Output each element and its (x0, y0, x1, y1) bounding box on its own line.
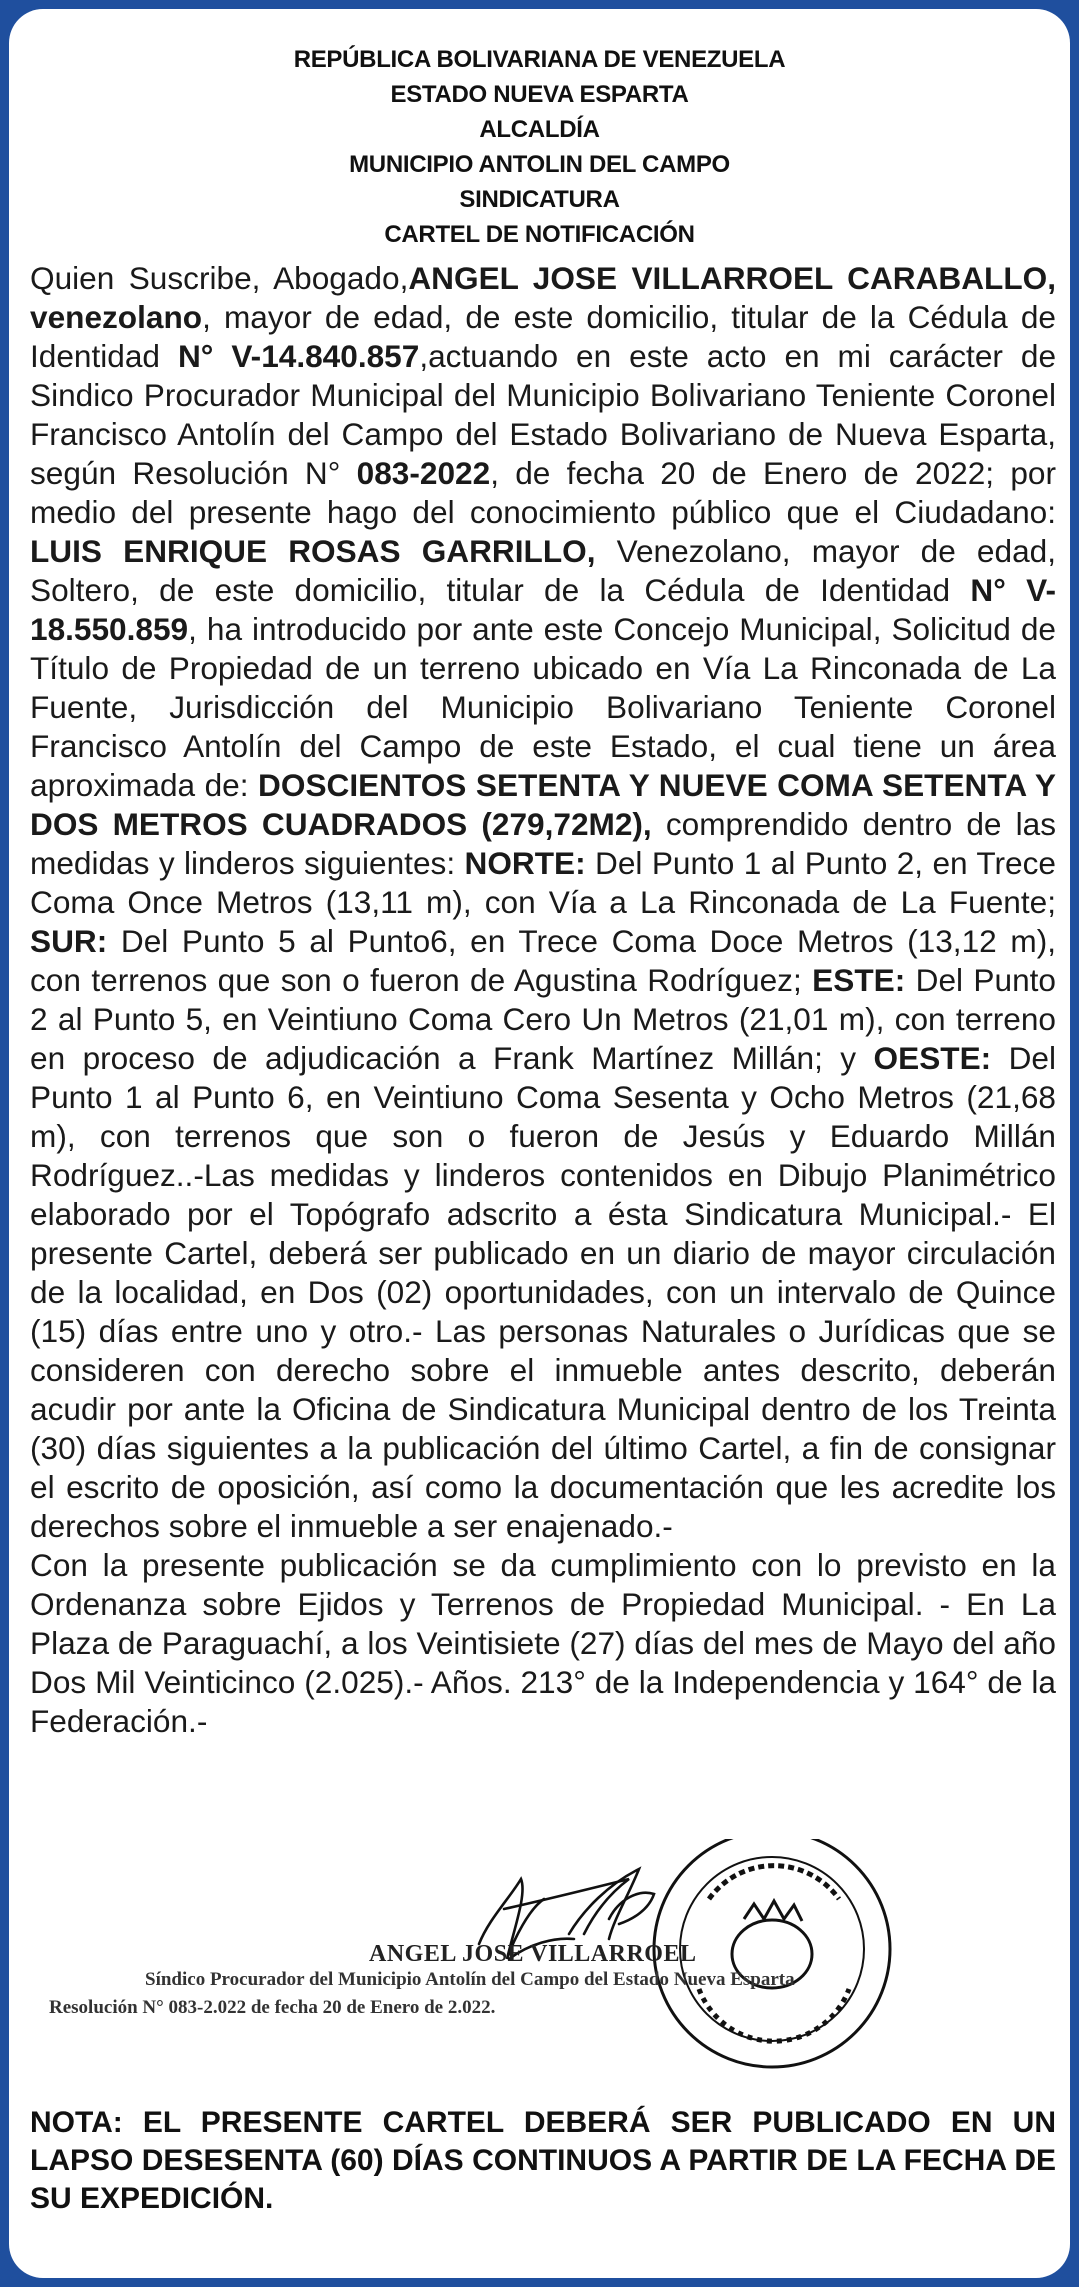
body-text: , mayor de edad, de este domicilio, titular de la Cédula de Identidad (30, 299, 1056, 374)
body-text: Quien Suscribe, Abogado, (30, 260, 409, 296)
body-paragraph-1 (30, 259, 1056, 1546)
body-text: Venezolano, mayor de edad, Soltero, de este domicilio, titular de la Cédula de Identidad (30, 533, 1056, 608)
signer-resolution: Resolución N° 083-2.022 de fecha 20 de Enero de 2.022. (49, 1997, 496, 2018)
notice-header (9, 42, 1070, 252)
header-municipality: MUNICIPIO ANTOLIN DEL CAMPO (349, 151, 730, 178)
signer-name: ANGEL JOSE VILLARROEL (369, 1941, 697, 1967)
publication-note: NOTA: EL PRESENTE CARTEL DEBERÁ SER PUBLICADO EN UN LAPSO DESESENTA (60) DÍAS CONTINUOS A PARTIR DE LA FECHA DE SU EXPEDICIÓN. (30, 2106, 1056, 2215)
land-area: DOSCIENTOS SETENTA Y NUEVE COMA SETENTA Y DOS METROS CUADRADOS (279,72M2), (30, 767, 1056, 842)
header-mayor-office: ALCALDÍA (479, 116, 600, 143)
resolution-number: 083-2022 (356, 455, 491, 491)
notice-card (9, 9, 1070, 2278)
boundary-south: SUR: (30, 923, 108, 959)
body-text: Del Punto 1 al Punto 2, en Trece Coma Once Metros (13,11 m), con Vía a La Rinconada de La Fuente; (30, 845, 1056, 920)
boundary-north: NORTE: (464, 845, 586, 881)
signer-role: Síndico Procurador del Municipio Antolín del Campo del Estado Nueva Esparta (145, 1969, 795, 1990)
body-text: Del Punto 1 al Punto 6, en Veintiuno Coma Sesenta y Ocho Metros (21,68 m), con terrenos que son o fueron de Jesús y Eduardo Millán Rodríguez..-Las medidas y linderos contenidos en Dibujo Planimétrico elaborado por el Topógrafo adscrito a ésta Sindicatura Municipal.- El presente Cartel, deberá ser publicado en un diario de mayor circulación de la localidad, en Dos (02) oportunidades, con un intervalo de Quince (15) días entre uno y otro.- Las personas Naturales o Jurídicas que se consideren con derecho sobre el inmueble antes descrito, deberán acudir por ante la Oficina de Sindicatura Municipal dentro de los Treinta (30) días siguientes a la publicación del último Cartel, a fin de consignar el escrito de oposición, así como la documentación que les acredite los derechos sobre el inmueble a ser enajenado.- (30, 1040, 1057, 1544)
notice-title: CARTEL DE NOTIFICACIÓN (384, 221, 695, 248)
body-text: Del Punto 5 al Punto6, en Trece Coma Doce Metros (13,12 m), con terrenos que son o fueron de Agustina Rodríguez; (30, 923, 1056, 998)
body-text: comprendido dentro de las medidas y linderos siguientes: (30, 806, 1057, 881)
body-text: Del Punto 2 al Punto 5, en Veintiuno Coma Cero Un Metros (21,01 m), con terreno en proceso de adjudicación a Frank Martínez Millán; y (30, 962, 1056, 1076)
signature-block (9, 1839, 1070, 2089)
body-text: ,actuando en este acto en mi carácter de Sindico Procurador Municipal del Municipio Bolivariano Teniente Coronel Francisco Antolín del Campo del Estado Bolivariano de Nueva Esparta, según Resolución N° (30, 338, 1057, 491)
issuer-id: N° V-14.840.857 (177, 338, 420, 374)
applicant-id: N° V-18.550.859 (30, 572, 1056, 647)
body-text: , de fecha 20 de Enero de 2022; por medio del presente hago del conocimiento público que el Ciudadano: (30, 455, 1057, 530)
issuer-name: ANGEL JOSE VILLARROEL CARABALLO, venezolano (30, 260, 1057, 335)
header-state: ESTADO NUEVA ESPARTA (390, 81, 689, 108)
body-text: , ha introducido por ante este Concejo Municipal, Solicitud de Título de Propiedad de un terreno ubicado en Vía La Rinconada de La Fuente, Jurisdicción del Municipio Bolivariano Teniente Coronel Francisco Antolín del Campo de este Estado, el cual tiene un área aproximada de: (30, 611, 1056, 803)
header-sindicatura: SINDICATURA (459, 186, 620, 213)
header-republic: REPÚBLICA BOLIVARIANA DE VENEZUELA (293, 46, 786, 73)
notice-body (30, 259, 1056, 1741)
applicant-name: LUIS ENRIQUE ROSAS GARRILLO, (30, 533, 596, 569)
boundary-west: OESTE: (873, 1040, 992, 1076)
boundary-east: ESTE: (812, 962, 906, 998)
body-paragraph-2: Con la presente publicación se da cumplimiento con lo previsto en la Ordenanza sobre Ejidos y Terrenos de Propiedad Municipal. - En La Plaza de Paraguachí, a los Veintisiete (27) días del mes de Mayo del año Dos Mil Veinticinco (2.025).- Años. 213° de la Independencia y 164° de la Federación.- (30, 1547, 1056, 1739)
